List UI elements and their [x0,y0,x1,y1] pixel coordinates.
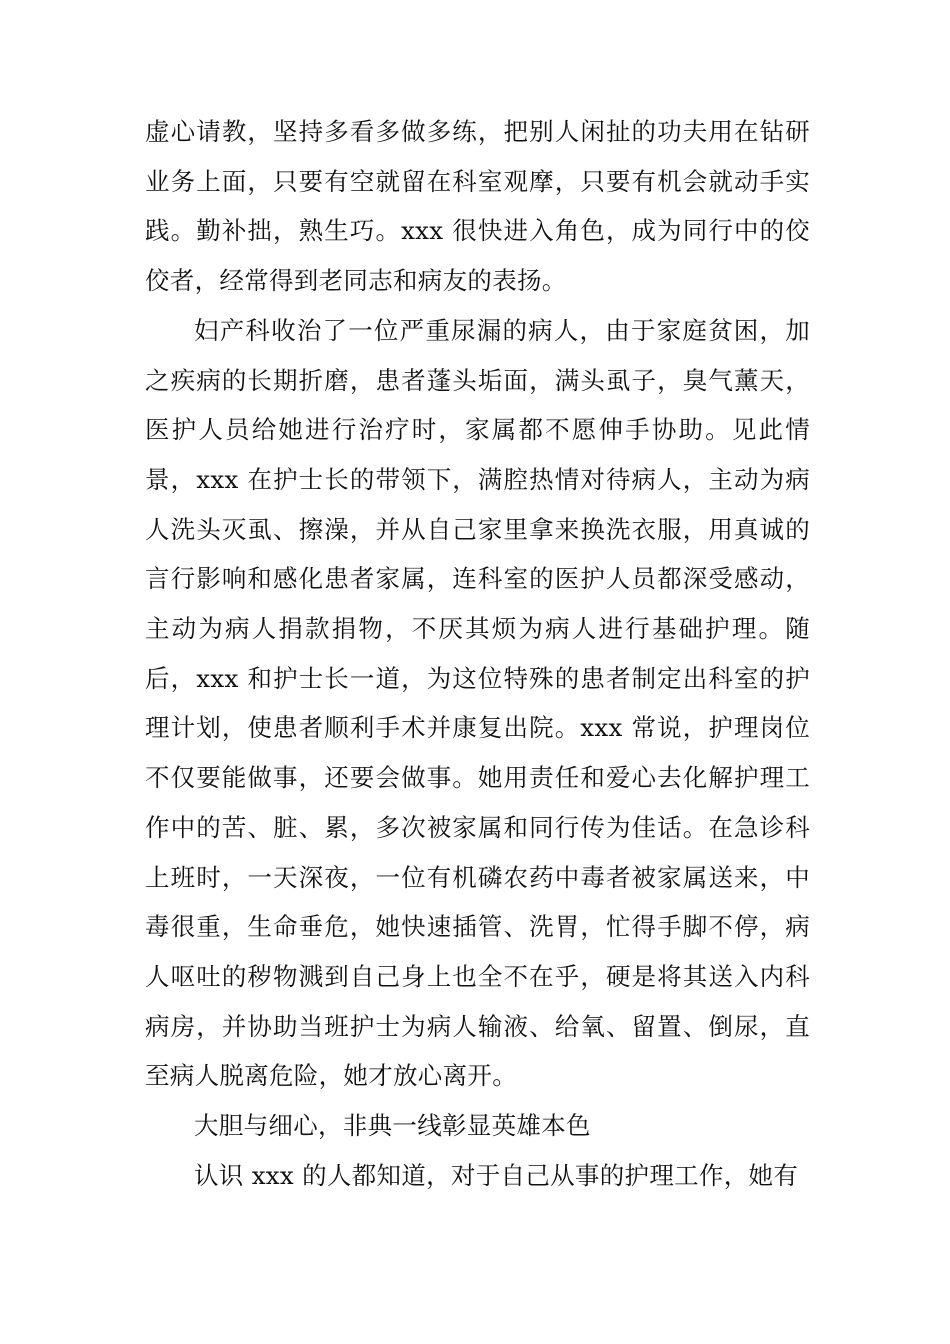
paragraph-continuation: 虚心请教，坚持多看多做多练，把别人闲扯的功夫用在钻研业务上面，只要有空就留在科室观摩，只要有机会就动手实践。勤补拙，熟生巧。xxx 很快进入角色，成为同行中的佼佼者，经常得到老同志和病友的表扬。 [145,117,810,296]
document-body [145,107,810,1200]
paragraph-patient-story: 妇产科收治了一位严重尿漏的病人，由于家庭贫困，加之疾病的长期折磨，患者蓬头垢面，满头虱子，臭气薰天，医护人员给她进行治疗时，家属都不愿伸手协助。见此情景，xxx 在护士长的带领下，满腔热情对待病人，主动为病人洗头灭虱、擦澡，并从自己家里拿来换洗衣服，用真诚的言行影响和感化患者家属，连科室的医护人员都深受感动，主动为病人捐款捐物，不厌其烦为病人进行基础护理。随后，xxx 和护士长一道，为这位特殊的患者制定出科室的护理计划，使患者顺利手术并康复出院。xxx 常说，护理岗位不仅要能做事，还要会做事。她用责任和爱心去化解护理工作中的苦、脏、累，多次被家属和同行传为佳话。在急诊科上班时，一天深夜，一位有机磷农药中毒者被家属送来，中毒很重，生命垂危，她快速插管、洗胃，忙得手脚不停，病人呕吐的秽物溅到自己身上也全不在乎，硬是将其送入内科病房，并协助当班护士为病人输液、给氧、留置、倒尿，直至病人脱离危险，她才放心离开。 [145,315,810,1091]
section-heading: 大胆与细心，非典一线彰显英雄本色 [194,1111,591,1141]
paragraph-section-intro: 认识 xxx 的人都知道，对于自己从事的护理工作，她有 [194,1160,799,1190]
